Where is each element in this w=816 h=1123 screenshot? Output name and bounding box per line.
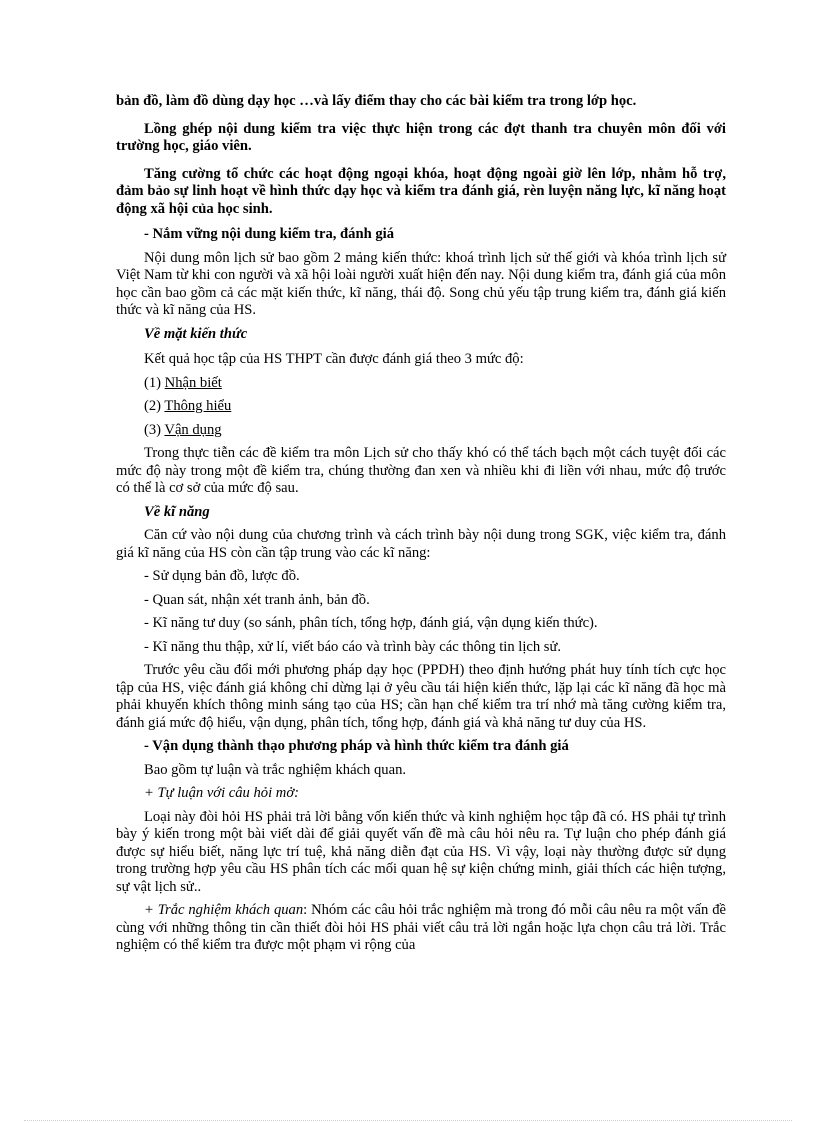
list-item-level-1: [116, 375, 726, 393]
skill-item-observe: - Quan sát, nhận xét tranh ảnh, bản đồ.: [144, 591, 370, 608]
list-item-level-3: [116, 422, 726, 440]
paragraph-practice: Trong thực tiễn các đề kiểm tra môn Lịch sử cho thấy khó có thể tách bạch một cách tuyệt đối các mức độ này trong một đề kiểm tra, chúng thường đan xen và nhiều khi đi liền với nhau, mức độ trước có thể là cơ sở của mức độ sau.: [116, 445, 726, 496]
heading-knowledge: Về mặt kiến thức: [144, 325, 248, 342]
paragraph-inspection: Lồng ghép nội dung kiểm tra việc thực hiện trong các đợt thanh tra chuyên môn đối với trường học, giáo viên.: [116, 120, 726, 154]
paragraph-intro: bản đồ, làm đồ dùng dạy học …và lấy điểm thay cho các bài kiểm tra trong lớp học.: [116, 93, 637, 109]
paragraph-innovation: Trước yêu cầu đổi mới phương pháp dạy học (PPDH) theo định hướng phát huy tính tích cực học tập của HS, việc đánh giá không chỉ dừng lại ở yêu cầu tái hiện kiến thức, lặp lại các kĩ năng đã học mà phải khuyến khích thông minh sáng tạo của HS; cần hạn chế kiểm tra trí nhớ mà tăng cường kiểm tra, đánh giá mức độ hiểu, vận dụng, phân tích, tổng hợp, đánh giá và khả năng tư duy của HS.: [116, 662, 726, 731]
paragraph-content: Nội dung môn lịch sử bao gồm 2 mảng kiến thức: khoá trình lịch sử thế giới và khóa trình lịch sử Việt Nam từ khi con người và xã hội loài người xuất hiện đến nay. Nội dung kiểm tra, đánh giá của môn học cần bao gồm cả các mặt kiến thức, kĩ năng, thái độ. Song chủ yếu tập trung kiểm tra, đánh giá kiến thức và kĩ năng của HS.: [116, 249, 726, 318]
skill-item-map: - Sử dụng bản đồ, lược đồ.: [144, 568, 300, 584]
page-footer-divider: [24, 1120, 792, 1121]
paragraph-methods: Bao gồm tự luận và trắc nghiệm khách quan.: [144, 761, 407, 778]
paragraph-skills: Căn cứ vào nội dung của chương trình và cách trình bày nội dung trong SGK, việc kiểm tra, đánh giá kĩ năng của HS còn cần tập trung vào các kĩ năng:: [116, 527, 726, 561]
document-page: [116, 93, 726, 955]
paragraph-objective-test: [116, 902, 726, 955]
heading-methods: - Vận dụng thành thạo phương pháp và hình thức kiểm tra đánh giá: [144, 738, 569, 754]
skill-item-collect: - Kĩ năng thu thập, xử lí, viết báo cáo và trình bày các thông tin lịch sử.: [144, 638, 562, 655]
paragraph-essay: Loại này đòi hỏi HS phải trả lời bằng vốn kiến thức và kinh nghiệm học tập đã có. HS phải tự trình bày ý kiến trong một bài viết dài để giải quyết vấn đề mà câu hỏi nêu ra. Tự luận cho phép đánh giá được sự hiểu biết, năng lực trí tuệ, khả năng diễn đạt của HS. Vì vậy, loại này thường được sử dụng trong trường hợp yêu cầu HS phân tích các mối quan hệ sự kiện chứng minh, giải thích các hiện tượng, sự vật lịch sử..: [116, 808, 726, 895]
list-number: (2): [144, 398, 165, 414]
heading-essay: + Tự luận với câu hỏi mở:: [144, 785, 299, 801]
paragraph-levels: Kết quả học tập của HS THPT cần được đánh giá theo 3 mức độ:: [144, 351, 524, 367]
list-number: (1): [144, 374, 165, 391]
objective-test-lead: + Trắc nghiệm khách quan: [144, 902, 304, 918]
paragraph-extracurricular: Tăng cường tổ chức các hoạt động ngoại khóa, hoạt động ngoài giờ lên lớp, nhằm hỗ trợ, đảm bảo sự linh hoạt về hình thức dạy học và kiểm tra đánh giá, rèn luyện năng lực, kĩ năng hoạt động xã hội của học sinh.: [116, 165, 726, 217]
list-label: Thông hiểu: [164, 398, 232, 414]
list-number: (3): [144, 421, 165, 438]
list-item-level-2: [116, 398, 726, 416]
heading-content: - Nắm vững nội dung kiểm tra, đánh giá: [144, 226, 395, 242]
skill-item-thinking: - Kĩ năng tư duy (so sánh, phân tích, tổng hợp, đánh giá, vận dụng kiến thức).: [144, 615, 598, 631]
heading-skills: Về kĩ năng: [144, 503, 210, 520]
list-label: Nhận biết: [164, 374, 222, 391]
list-label: Vận dụng: [164, 421, 222, 438]
objective-test-text: : Nhóm các câu hỏi trắc nghiệm mà trong đó mỗi câu nêu ra một vấn đề cùng với những thông tin cần thiết đòi hỏi HS phải viết câu trả lời ngắn hoặc lựa chọn câu trả lời. Trắc nghiệm có thể kiểm tra được một phạm vi rộng của: [116, 902, 726, 953]
